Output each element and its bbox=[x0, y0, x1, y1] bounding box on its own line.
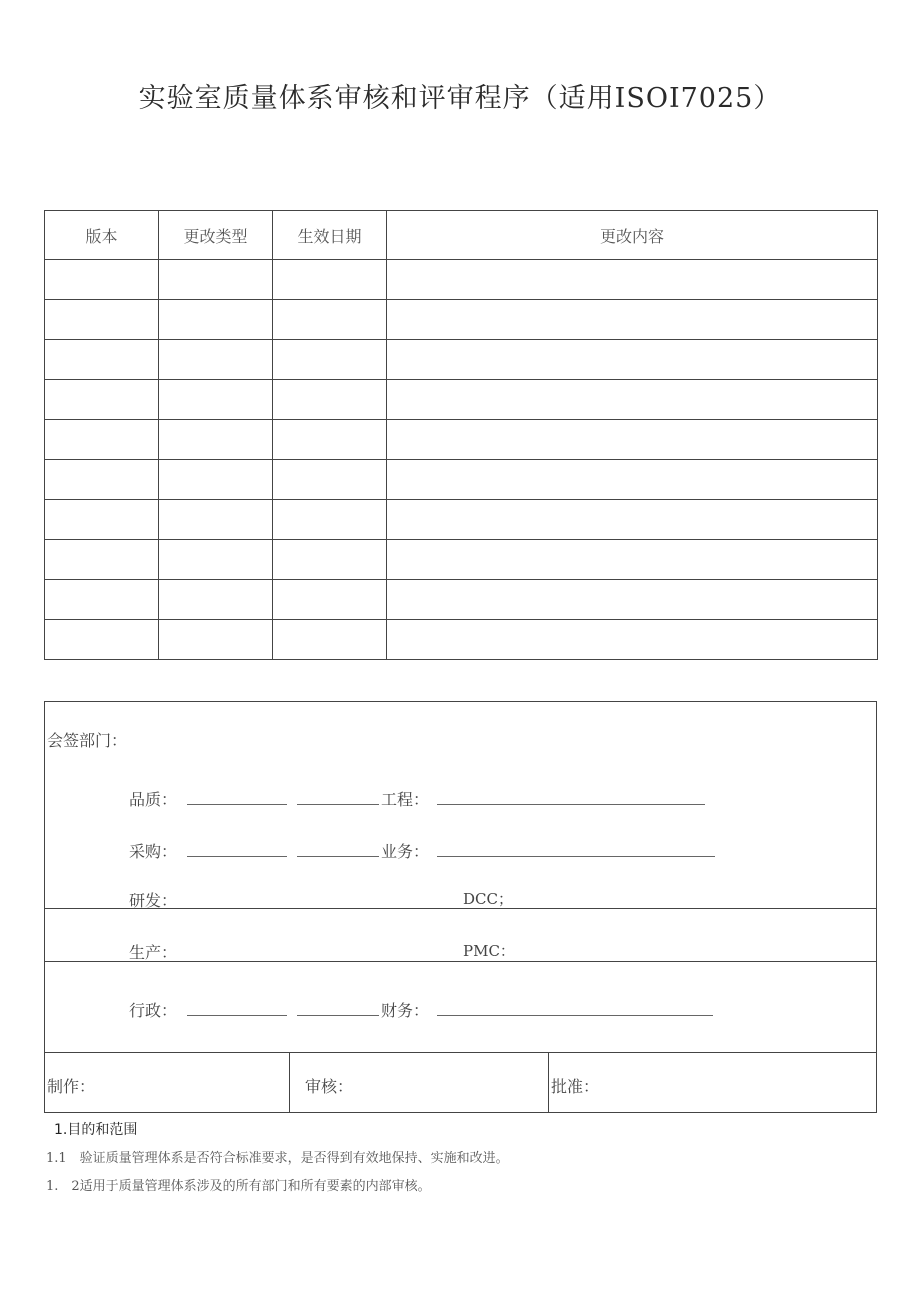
approved-by-label: 批准： bbox=[551, 1077, 600, 1096]
production-label: 生产： bbox=[129, 943, 178, 962]
purchasing-signature-line-2[interactable] bbox=[297, 856, 379, 857]
table-row bbox=[45, 580, 878, 620]
divider bbox=[45, 1052, 876, 1053]
table-row bbox=[45, 380, 878, 420]
purchasing-label: 采购： bbox=[129, 842, 178, 861]
engineering-label: 工程： bbox=[381, 790, 430, 809]
administration-label: 行政： bbox=[129, 1001, 178, 1020]
revision-history-table bbox=[44, 210, 878, 660]
purchasing-signature-line[interactable] bbox=[187, 856, 287, 857]
header-change-type: 更改类型 bbox=[159, 211, 273, 260]
dcc-label: DCC； bbox=[463, 890, 513, 908]
table-header-row bbox=[45, 211, 878, 260]
table-row bbox=[45, 300, 878, 340]
header-version: 版本 bbox=[45, 211, 159, 260]
business-label: 业务： bbox=[381, 842, 430, 861]
made-by-label: 制作： bbox=[47, 1077, 96, 1096]
clause-1-2: 1. 2适用于质量管理体系涉及的所有部门和所有要素的内部审核。 bbox=[46, 1179, 431, 1194]
rnd-label: 研发： bbox=[129, 891, 178, 910]
pmc-label: PMC： bbox=[463, 942, 515, 960]
section-heading-purpose-scope: 1.目的和范围 bbox=[54, 1122, 138, 1138]
administration-signature-line[interactable] bbox=[187, 1015, 287, 1016]
quality-signature-line[interactable] bbox=[187, 804, 287, 805]
divider bbox=[548, 1053, 549, 1113]
engineering-signature-line[interactable] bbox=[437, 804, 705, 805]
table-row bbox=[45, 260, 878, 300]
reviewed-by-label: 审核： bbox=[305, 1077, 354, 1096]
table-row bbox=[45, 420, 878, 460]
finance-label: 财务： bbox=[381, 1001, 430, 1020]
signoff-box bbox=[44, 701, 877, 1113]
business-signature-line[interactable] bbox=[437, 856, 715, 857]
quality-signature-line-2[interactable] bbox=[297, 804, 379, 805]
quality-label: 品质： bbox=[129, 790, 178, 809]
header-effective-date: 生效日期 bbox=[273, 211, 387, 260]
administration-signature-line-2[interactable] bbox=[297, 1015, 379, 1016]
header-change-content: 更改内容 bbox=[387, 211, 878, 260]
countersign-departments-label: 会签部门： bbox=[47, 731, 128, 750]
table-row bbox=[45, 500, 878, 540]
document-title: 实验室质量体系审核和评审程序（适用ISOI7025） bbox=[138, 83, 782, 114]
divider bbox=[289, 1053, 290, 1113]
table-row bbox=[45, 540, 878, 580]
finance-signature-line[interactable] bbox=[437, 1015, 713, 1016]
table-row bbox=[45, 340, 878, 380]
table-row bbox=[45, 620, 878, 660]
clause-1-1: 1.1 验证质量管理体系是否符合标准要求，是否得到有效地保持、实施和改进。 bbox=[46, 1151, 509, 1166]
table-row bbox=[45, 460, 878, 500]
